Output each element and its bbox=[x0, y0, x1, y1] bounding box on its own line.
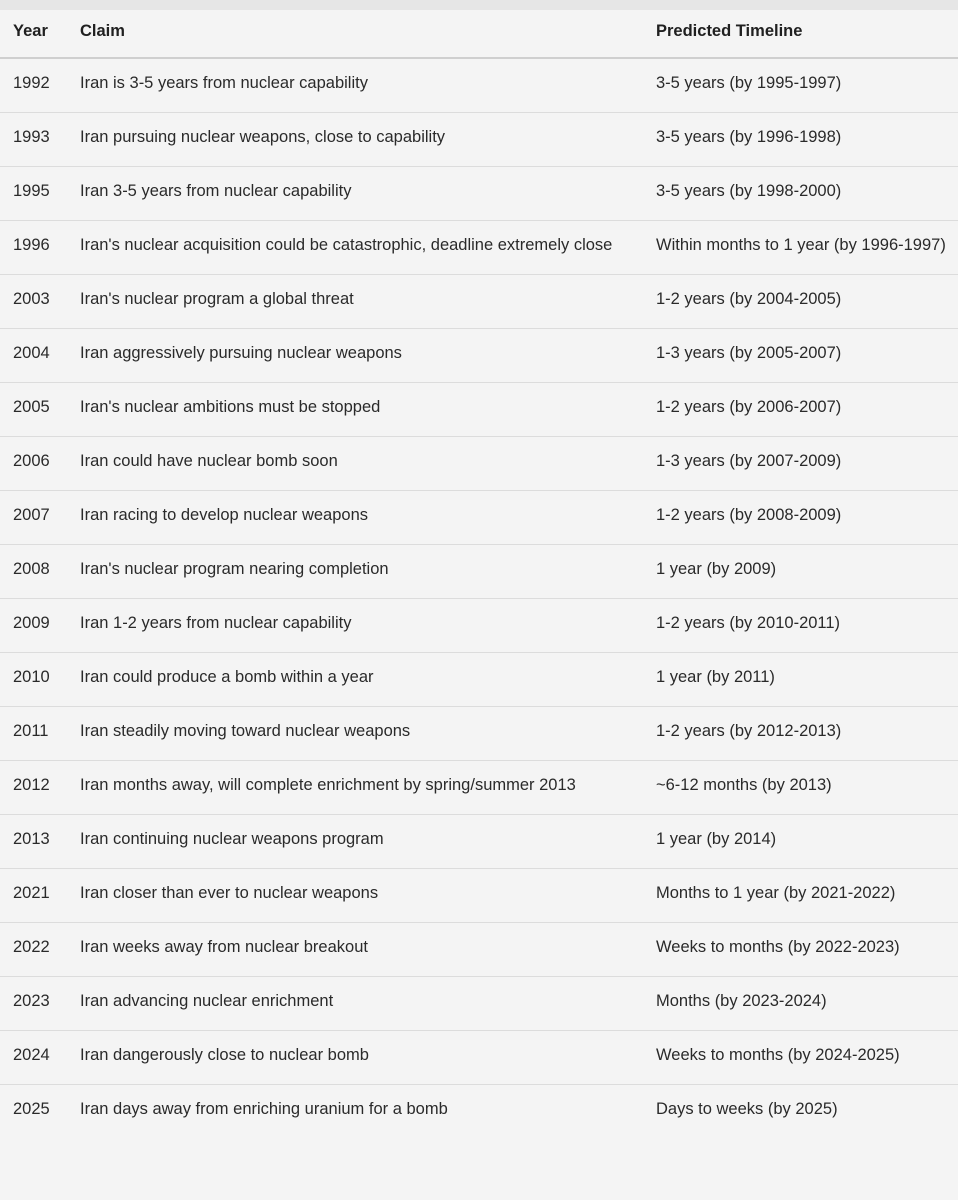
header-row bbox=[0, 10, 958, 58]
table-row bbox=[0, 544, 958, 598]
cell-year: 1993 bbox=[13, 127, 50, 146]
cell-claim: Iran days away from enriching uranium for a bomb bbox=[80, 1099, 448, 1118]
table-header bbox=[0, 10, 958, 58]
cell-year: 2011 bbox=[13, 721, 49, 740]
cell-claim: Iran closer than ever to nuclear weapons bbox=[80, 883, 379, 902]
cell-claim: Iran's nuclear ambitions must be stopped bbox=[80, 397, 381, 416]
cell-claim: Iran advancing nuclear enrichment bbox=[80, 991, 334, 1010]
table-row bbox=[0, 382, 958, 436]
cell-year: 2013 bbox=[13, 829, 50, 848]
table-row bbox=[0, 436, 958, 490]
table-row bbox=[0, 1030, 958, 1084]
cell-year: 1995 bbox=[13, 181, 50, 200]
header-year: Year bbox=[13, 22, 48, 40]
cell-year: 2009 bbox=[13, 613, 50, 632]
table-row bbox=[0, 328, 958, 382]
claims-table bbox=[0, 10, 958, 1138]
table-row bbox=[0, 706, 958, 760]
cell-year: 2004 bbox=[13, 343, 50, 362]
cell-claim: Iran months away, will complete enrichment by spring/summer 2013 bbox=[80, 775, 576, 794]
cell-year: 2024 bbox=[13, 1045, 50, 1064]
cell-timeline: 1-2 years (by 2012-2013) bbox=[656, 721, 842, 740]
table-row bbox=[0, 112, 958, 166]
cell-timeline: Weeks to months (by 2022-2023) bbox=[656, 937, 900, 956]
table-row bbox=[0, 490, 958, 544]
cell-timeline: 1 year (by 2014) bbox=[656, 829, 777, 848]
table-row bbox=[0, 274, 958, 328]
cell-claim: Iran's nuclear program a global threat bbox=[80, 289, 354, 308]
table-body bbox=[0, 58, 958, 1138]
cell-year: 2007 bbox=[13, 505, 50, 524]
cell-year: 2022 bbox=[13, 937, 50, 956]
cell-year: 2003 bbox=[13, 289, 50, 308]
cell-claim: Iran 3-5 years from nuclear capability bbox=[80, 181, 352, 200]
cell-timeline: 1-2 years (by 2006-2007) bbox=[656, 397, 842, 416]
cell-timeline: 3-5 years (by 1998-2000) bbox=[656, 181, 842, 200]
cell-timeline: 1 year (by 2009) bbox=[656, 559, 777, 578]
cell-year: 2012 bbox=[13, 775, 50, 794]
cell-year: 2021 bbox=[13, 883, 50, 902]
cell-claim: Iran could produce a bomb within a year bbox=[80, 667, 374, 686]
cell-claim: Iran could have nuclear bomb soon bbox=[80, 451, 338, 470]
cell-year: 2025 bbox=[13, 1099, 50, 1118]
cell-timeline: 1-2 years (by 2004-2005) bbox=[656, 289, 842, 308]
cell-timeline: 1-2 years (by 2008-2009) bbox=[656, 505, 842, 524]
cell-claim: Iran pursuing nuclear weapons, close to capability bbox=[80, 127, 446, 146]
table-row bbox=[0, 652, 958, 706]
cell-claim: Iran racing to develop nuclear weapons bbox=[80, 505, 369, 524]
cell-claim: Iran continuing nuclear weapons program bbox=[80, 829, 384, 848]
table-row bbox=[0, 922, 958, 976]
cell-year: 2008 bbox=[13, 559, 50, 578]
table-row bbox=[0, 1084, 958, 1138]
table-row bbox=[0, 598, 958, 652]
cell-timeline: 1 year (by 2011) bbox=[656, 667, 775, 686]
cell-year: 2006 bbox=[13, 451, 50, 470]
cell-year: 1996 bbox=[13, 235, 50, 254]
cell-timeline: 1-3 years (by 2005-2007) bbox=[656, 343, 842, 362]
cell-timeline: 1-2 years (by 2010-2011) bbox=[656, 613, 841, 632]
table-row bbox=[0, 58, 958, 112]
table-row bbox=[0, 220, 958, 274]
header-claim: Claim bbox=[80, 22, 125, 40]
header-timeline: Predicted Timeline bbox=[656, 22, 803, 40]
table-row bbox=[0, 760, 958, 814]
cell-year: 2005 bbox=[13, 397, 50, 416]
cell-claim: Iran steadily moving toward nuclear weapons bbox=[80, 721, 411, 740]
cell-claim: Iran dangerously close to nuclear bomb bbox=[80, 1045, 369, 1064]
table-row bbox=[0, 166, 958, 220]
table-row bbox=[0, 868, 958, 922]
cell-timeline: 1-3 years (by 2007-2009) bbox=[656, 451, 842, 470]
cell-claim: Iran's nuclear program nearing completion bbox=[80, 559, 389, 578]
table-row bbox=[0, 976, 958, 1030]
table-row bbox=[0, 814, 958, 868]
cell-claim: Iran aggressively pursuing nuclear weapons bbox=[80, 343, 402, 362]
cell-claim: Iran's nuclear acquisition could be catastrophic, deadline extremely close bbox=[80, 235, 613, 254]
cell-timeline: Months (by 2023-2024) bbox=[656, 991, 827, 1010]
cell-claim: Iran 1-2 years from nuclear capability bbox=[80, 613, 352, 632]
cell-timeline: Weeks to months (by 2024-2025) bbox=[656, 1045, 900, 1064]
cell-year: 2010 bbox=[13, 667, 50, 686]
cell-year: 1992 bbox=[13, 74, 50, 92]
cell-claim: Iran weeks away from nuclear breakout bbox=[80, 937, 368, 956]
cell-year: 2023 bbox=[13, 991, 50, 1010]
cell-timeline: ~6-12 months (by 2013) bbox=[656, 775, 832, 794]
cell-timeline: 3-5 years (by 1996-1998) bbox=[656, 127, 842, 146]
cell-timeline: 3-5 years (by 1995-1997) bbox=[656, 74, 842, 92]
cell-timeline: Within months to 1 year (by 1996-1997) bbox=[656, 235, 946, 254]
cell-timeline: Months to 1 year (by 2021-2022) bbox=[656, 883, 896, 902]
cell-claim: Iran is 3-5 years from nuclear capability bbox=[80, 74, 368, 92]
cell-timeline: Days to weeks (by 2025) bbox=[656, 1099, 838, 1118]
